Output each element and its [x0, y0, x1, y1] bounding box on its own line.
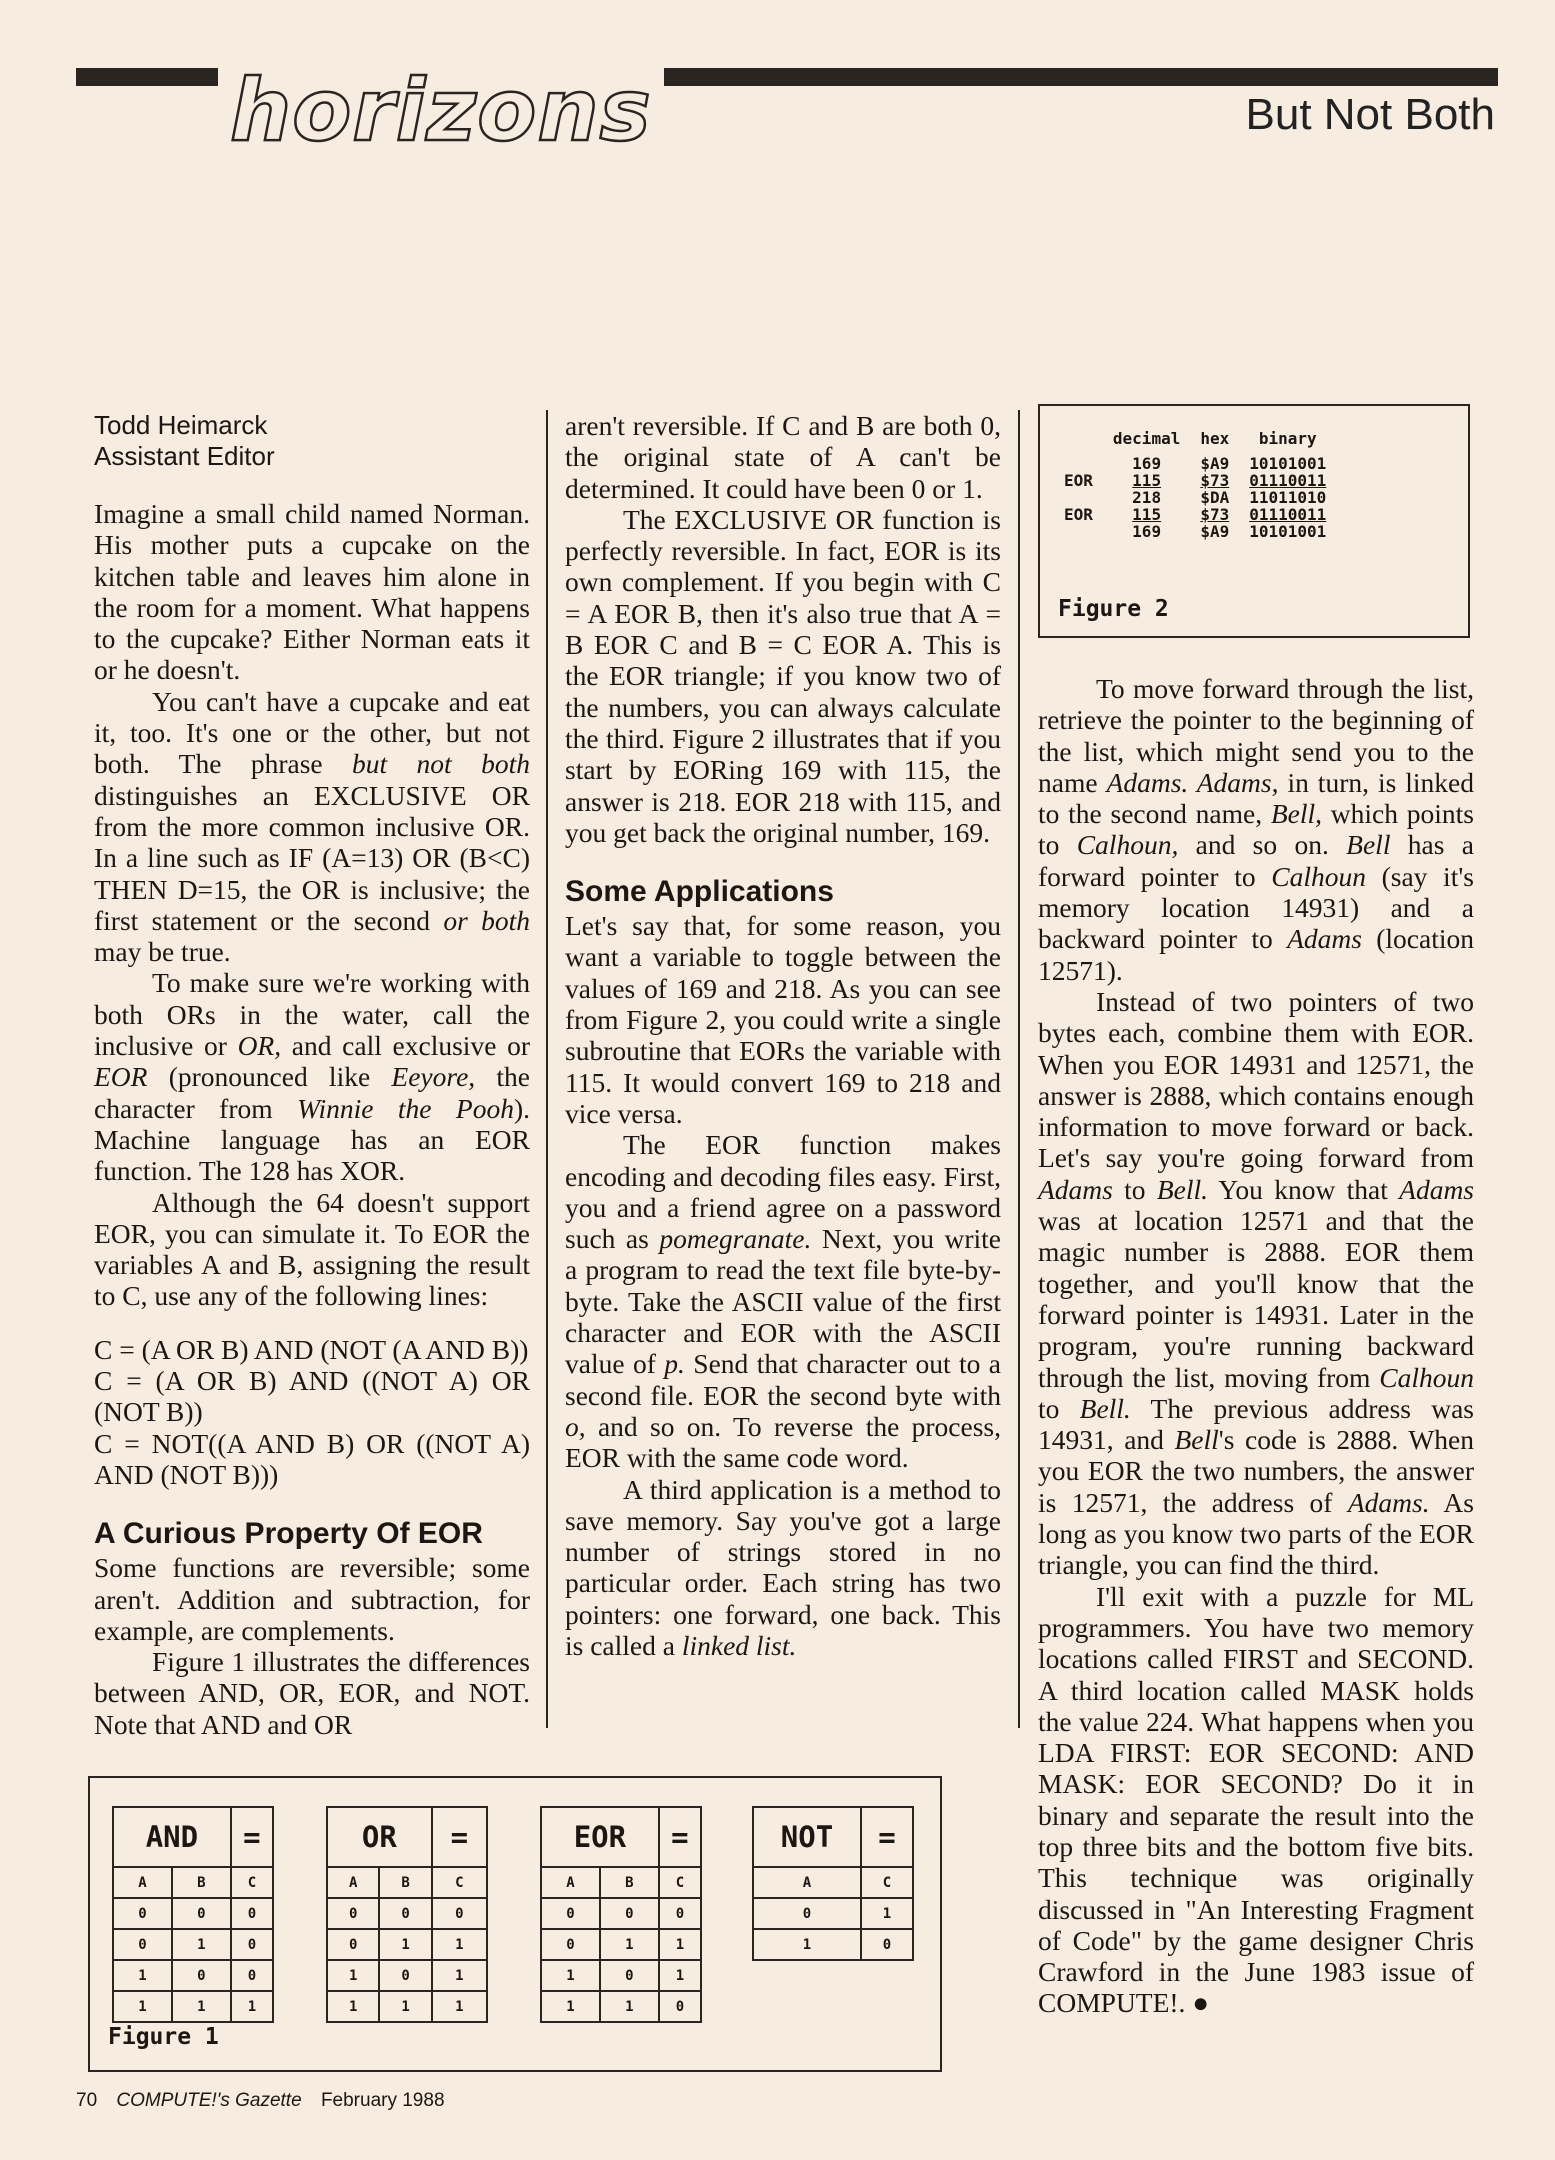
magazine-name: COMPUTE!'s Gazette	[116, 2090, 302, 2111]
paragraph: To move forward through the list, retrieve the pointer to the beginning of the list, which might send you to the name Adams. Adams, in turn, is linked to the second name, Bell, which points to Calhoun, and so on. Bell has a forward pointer to Calhoun (say it's memory location 14931) and a backward pointer to Adams (location 12571).	[1038, 673, 1474, 986]
table-row: 1 1 1	[327, 1991, 487, 2022]
column-rule	[546, 410, 548, 1728]
figure-2	[1038, 404, 1470, 638]
paragraph: Some functions are reversible; some aren't. Addition and subtraction, for example, are complements.	[94, 1552, 530, 1646]
table-row: 1 0 1	[327, 1960, 487, 1991]
author-role: Assistant Editor	[94, 441, 275, 471]
paragraph: I'll exit with a puzzle for ML programmers. You have two memory locations called FIRST and SECOND. A third location called MASK holds the value 224. What happens when you LDA FIRST: EOR SECOND: AND MASK: EOR SECOND? Do it in binary and separate the result into the top three bits and the bottom five bits. This technique was originally discussed in "An Interesting Fragment of Code" by the game designer Chris Crawford in the June 1983 issue of COMPUTE!. ●	[1038, 1580, 1474, 2019]
section-logo: horizons	[218, 68, 664, 154]
column-3	[1038, 673, 1474, 2019]
table-row: 1 0 0	[113, 1960, 273, 1991]
truth-table-eor: EOR = A B C 0 0 0 0 1 1 1 0 1 1 1 0	[540, 1806, 702, 2023]
code-line: C = (A OR B) AND (NOT (A AND B))	[94, 1333, 529, 1365]
table-row: 1 0 1	[541, 1960, 701, 1991]
table-row: 0 1 1	[327, 1929, 487, 1960]
table-row: 0 1 0	[113, 1929, 273, 1960]
figure-caption: Figure 2	[1058, 596, 1169, 622]
table-row: 0 0 0	[113, 1898, 273, 1929]
byline	[94, 410, 530, 472]
paragraph: Let's say that, for some reason, you want a variable to toggle between the values of 169 and 218. As you can see from Figure 2, you could write a single subroutine that EORs the variable with 115. It would convert 169 to 218 and vice versa.	[565, 910, 1001, 1129]
column-rule	[1018, 410, 1020, 1728]
truth-table-or: OR = A B C 0 0 0 0 1 1 1 0 1 1 1 1	[326, 1806, 488, 2023]
table-row: 1 1 0	[541, 1991, 701, 2022]
table-row: EOR 115 $73 01110011	[1064, 471, 1327, 490]
table-row: 169 $A9 10101001	[1132, 454, 1327, 473]
paragraph: The EOR function makes encoding and decoding files easy. First, you and a friend agree on a password such as pomegranate. Next, you write a program to read the text file byte-by-byte. Take the ASCII value of the first character and EOR with the ASCII value of p. Send that character out to a second file. EOR the second byte with o, and so on. To reverse the process, EOR with the same code word.	[565, 1129, 1001, 1474]
paragraph: Figure 1 illustrates the differences between AND, OR, EOR, and NOT. Note that AND and OR	[94, 1646, 530, 1740]
paragraph: To make sure we're working with both ORs in the water, call the inclusive or OR, and call exclusive or EOR (pronounced like Eeyore, the character from Winnie the Pooh). Machine language has an EOR function. The 128 has XOR.	[94, 967, 530, 1187]
col-header: binary	[1258, 429, 1317, 448]
figure-2-table	[1054, 430, 1336, 540]
table-row: 1 1 1	[113, 1991, 273, 2022]
paragraph: A third application is a method to save memory. Say you've got a large number of strings stored in no particular order. Each string has two pointers: one forward, one back. This is called a linked list.	[565, 1473, 1001, 1661]
table-row: 218 $DA 11011010	[1132, 488, 1327, 507]
table-row: 169 $A9 10101001	[1132, 522, 1327, 541]
table-row: EOR 115 $73 01110011	[1064, 505, 1327, 524]
code-line: C = (A OR B) AND ((NOT A) OR (NOT B))	[94, 1365, 530, 1428]
paragraph: Although the 64 doesn't support EOR, you can simulate it. To EOR the variables A and B, assigning the result to C, use any of the following lines:	[94, 1186, 530, 1312]
page-footer	[76, 2090, 459, 2112]
truth-table-not: NOT = A C 0 1 1 0	[752, 1806, 914, 1961]
paragraph: Imagine a small child named Norman. His mother puts a cupcake on the kitchen table and leaves him alone in the room for a moment. What happens to the cupcake? Either Norman eats it or he doesn't.	[94, 498, 530, 686]
col-header: decimal	[1112, 429, 1181, 448]
issue-date: February 1988	[320, 2090, 445, 2111]
table-row: 0 1 1	[541, 1929, 701, 1960]
table-row: 0 0 0	[541, 1898, 701, 1929]
paragraph: aren't reversible. If C and B are both 0, the original state of A can't be determined. It could have been 0 or 1.	[565, 410, 1001, 504]
figure-1	[88, 1776, 942, 2072]
table-row: 0 1	[753, 1898, 913, 1929]
author-name: Todd Heimarck	[94, 410, 268, 440]
paragraph: The EXCLUSIVE OR function is perfectly reversible. In fact, EOR is its own complement. If you begin with C = A EOR B, then it's also true that A = B EOR C and B = C EOR A. This is the EOR triangle; if you know two of the numbers, you can always calculate the third. Figure 2 illustrates that if you start by EORing 169 with 115, the answer is 218. EOR 218 with 115, and you get back the original number, 169.	[565, 503, 1001, 848]
column-1	[94, 410, 530, 1740]
table-row: 1 0	[753, 1929, 913, 1960]
truth-table-and: AND = A B C 0 0 0 0 1 0 1 0 0 1 1 1	[112, 1806, 274, 2023]
end-mark-icon: ●	[1192, 1987, 1209, 2019]
paragraph: Instead of two pointers of two bytes each, combine them with EOR. When you EOR 14931 and 12571, the answer is 2888, which contains enough information to move forward or back. Let's say you're going forward from Adams to Bell. You know that Adams was at location 12571 and that the magic number is 2888. EOR them together, and you'll know that the forward pointer is 14931. Later in the program, you're running backward through the list, moving from Calhoun to Bell. The previous address was 14931, and Bell's code is 2888. When you EOR the two numbers, the answer is 12571, the address of Adams. As long as you know two parts of the EOR triangle, you can find the third.	[1038, 985, 1475, 1581]
code-line: C = NOT((A AND B) OR ((NOT A) AND (NOT B)))	[94, 1427, 530, 1490]
section-heading: Some Applications	[565, 875, 834, 909]
paragraph: You can't have a cupcake and eat it, too. It's one or the other, but not both. The phrase but not both distinguishes an EXCLUSIVE OR from the more common inclusive OR. In a line such as IF (A=13) OR (B<C) THEN D=15, the OR is inclusive; the first statement or the second or both may be true.	[94, 685, 531, 968]
section-heading: A Curious Property Of EOR	[94, 1517, 483, 1551]
col-header: hex	[1200, 429, 1230, 448]
table-row: 0 0 0	[327, 1898, 487, 1929]
page-number: 70	[76, 2090, 98, 2111]
article-title: But Not Both	[1245, 90, 1495, 139]
figure-caption: Figure 1	[108, 2024, 219, 2050]
column-2	[565, 410, 1001, 1661]
